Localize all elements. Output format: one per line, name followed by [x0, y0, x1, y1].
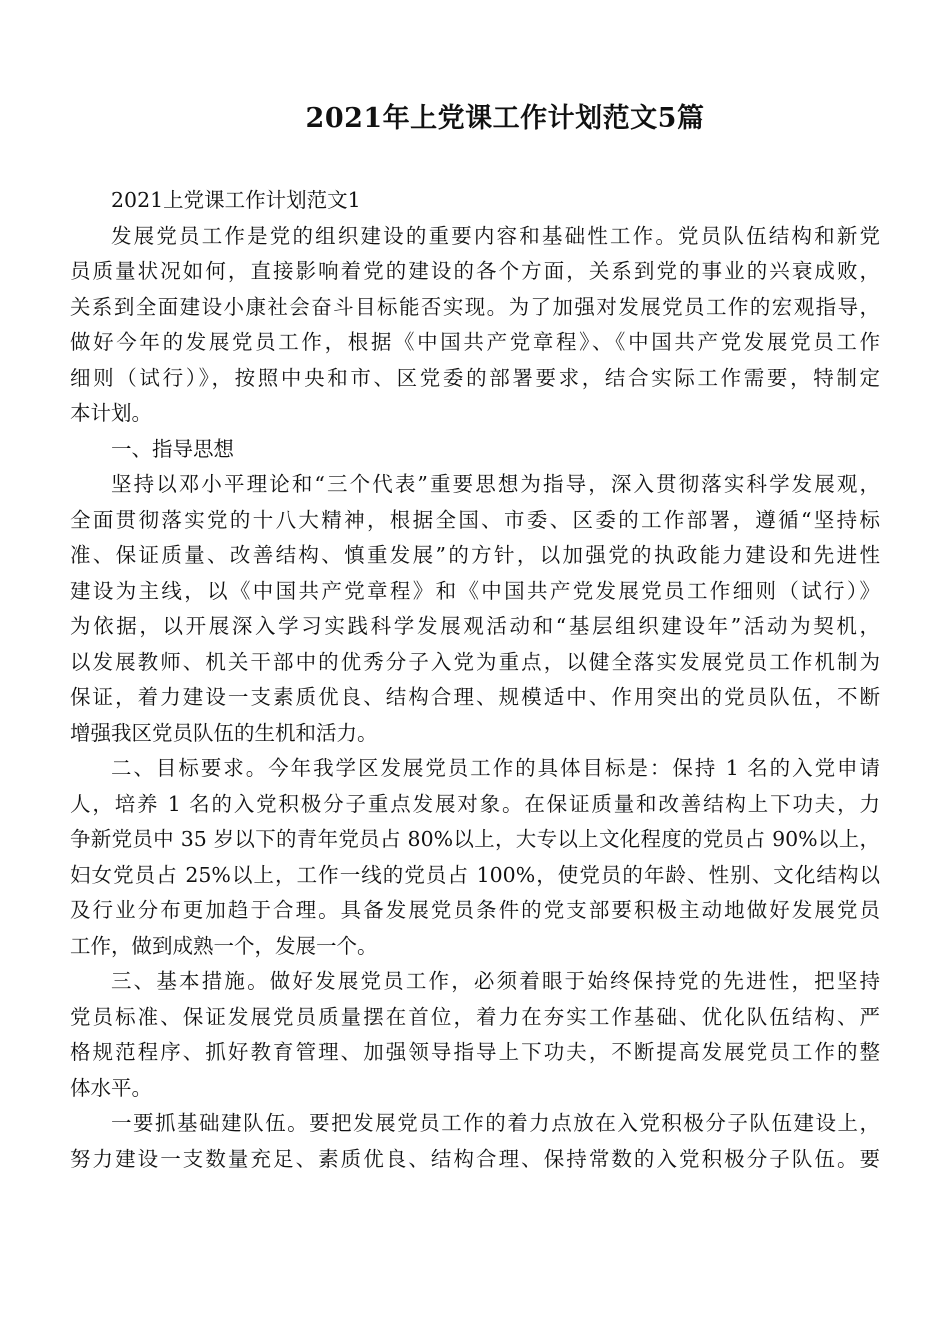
body-line: 二、目标要求。今年我学区发展党员工作的具体目标是：保持 1 名的入党申请 — [111, 756, 880, 780]
body-line: 全面贯彻落实党的十八大精神，根据全国、市委、区委的工作部署，遵循“坚持标 — [70, 507, 880, 532]
body-line: 细则（试行）》，按照中央和市、区党委的部署要求，结合实际工作需要，特制定 — [70, 365, 880, 390]
body-line: 员质量状况如何，直接影响着党的建设的各个方面，关系到党的事业的兴衰成败， — [70, 259, 880, 283]
body-line: 工作，做到成熟一个，发展一个。 — [70, 933, 378, 958]
body-line: 格规范程序、抓好教育管理、加强领导指导上下功夫，不断提高发展党员工作的整 — [70, 1040, 880, 1064]
body-line: 人，培养 1 名的入党积极分子重点发展对象。在保证质量和改善结构上下功夫，力 — [70, 791, 880, 816]
body-line: 关系到全面建设小康社会奋斗目标能否实现。为了加强对发展党员工作的宏观指导， — [70, 294, 880, 319]
body-line: 一要抓基础建队伍。要把发展党员工作的着力点放在入党积极分子队伍建设上， — [111, 1111, 880, 1135]
body-line: 妇女党员占 25%以上，工作一线的党员占 100%，使党员的年龄、性别、文化结构以 — [70, 862, 880, 887]
body-line: 本计划。 — [70, 401, 152, 425]
body-line: 体水平。 — [70, 1075, 152, 1100]
body-line: 以发展教师、机关干部中的优秀分子入党为重点，以健全落实发展党员工作机制为 — [70, 649, 880, 674]
document-body — [70, 183, 880, 1177]
body-line: 坚持以邓小平理论和“三个代表”重要思想为指导，深入贯彻落实科学发展观， — [111, 472, 880, 496]
body-line: 一、指导思想 — [111, 436, 234, 461]
body-line: 及行业分布更加趋于合理。具备发展党员条件的党支部要积极主动地做好发展党员 — [70, 898, 880, 922]
body-line: 党员标准、保证发展党员质量摆在首位，着力在夯实工作基础、优化队伍结构、严 — [70, 1004, 880, 1029]
body-line: 争新党员中 35 岁以下的青年党员占 80%以上，大专以上文化程度的党员占 90%以上， — [70, 827, 880, 851]
body-line: 保证，着力建设一支素质优良、结构合理、规模适中、作用突出的党员队伍，不断 — [70, 685, 880, 709]
document-title — [0, 101, 950, 137]
body-line: 增强我区党员队伍的生机和活力。 — [70, 720, 378, 745]
body-line: 准、保证质量、改善结构、慎重发展”的方针，以加强党的执政能力建设和先进性 — [70, 543, 880, 567]
body-line: 三、基本措施。做好发展党员工作，必须着眼于始终保持党的先进性，把坚持 — [111, 969, 880, 993]
body-line: 建设为主线，以《中国共产党章程》和《中国共产党发展党员工作细则（试行）》 — [70, 578, 880, 603]
body-line: 努力建设一支数量充足、素质优良、结构合理、保持常数的入党积极分子队伍。要 — [70, 1146, 880, 1171]
body-line: 2021上党课工作计划范文1 — [111, 188, 361, 212]
body-line: 做好今年的发展党员工作，根据《中国共产党章程》、《中国共产党发展党员工作 — [70, 330, 880, 354]
body-line: 为依据，以开展深入学习实践科学发展观活动和“基层组织建设年”活动为契机， — [70, 614, 880, 638]
body-line: 发展党员工作是党的组织建设的重要内容和基础性工作。党员队伍结构和新党 — [111, 223, 880, 248]
document-title-text: 2021年上党课工作计划范文5篇 — [305, 103, 705, 134]
